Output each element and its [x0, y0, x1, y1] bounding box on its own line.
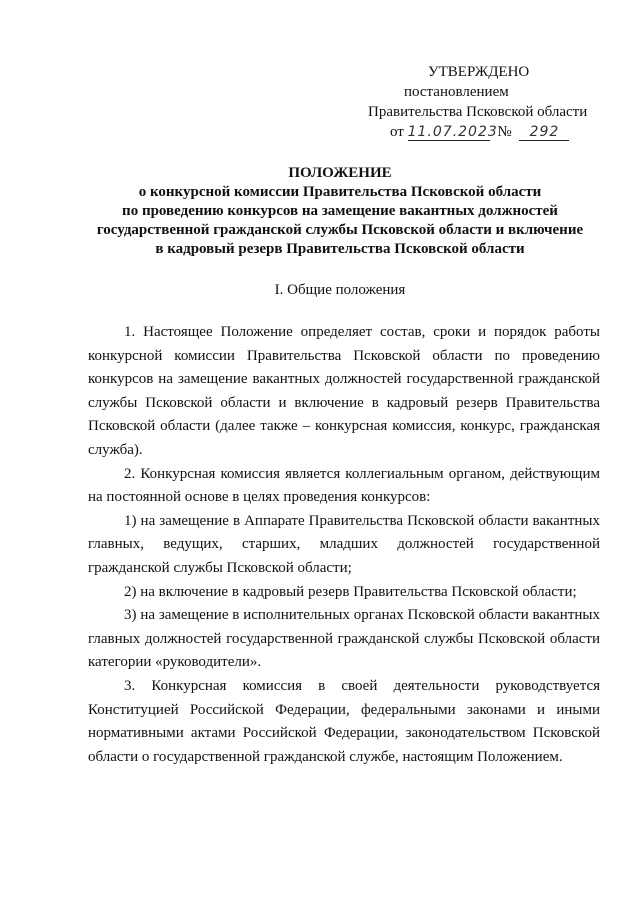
- body-text: [88, 321, 600, 769]
- approval-government: Правительства Псковской области: [368, 104, 588, 120]
- title-subline: государственной гражданской службы Псковской области и включение: [96, 222, 584, 238]
- handwritten-date: 11.07.2023: [407, 124, 498, 140]
- title-subline: в кадровый резерв Правительства Псковской области: [155, 241, 525, 257]
- document-title: [60, 164, 620, 259]
- paragraph: 3. Конкурсная комиссия в своей деятельности руководствуется Конституцией Российской Федерации, федеральными законами и иными нормативными актами Российской Федерации, законодательством Псковской области о государственной гражданской службе, настоящим Положением.: [88, 677, 600, 765]
- paragraph: 1. Настоящее Положение определяет состав, сроки и порядок работы конкурсной комиссии Правительства Псковской области по проведению конкурсов на замещение вакантных должностей государственной гражданской службы Псковской области и включение в кадровый резерв Правительства Псковской области (далее также – конкурсная комиссия, конкурс, гражданская служба).: [88, 324, 600, 458]
- paragraph: 3) на замещение в исполнительных органах Псковской области вакантных главных должностей государственной гражданской службы Псковской области категории «руководители».: [88, 607, 600, 671]
- handwritten-number: 292: [519, 124, 569, 141]
- paragraph: 1) на замещение в Аппарате Правительства Псковской области вакантных главных, ведущих, старших, младших должностей государственной гражданской службы Псковской области;: [88, 512, 600, 576]
- approval-title: УТВЕРЖДЕНО: [428, 64, 530, 80]
- paragraph: 2) на включение в кадровый резерв Правительства Псковской области;: [124, 583, 577, 600]
- from-label: от: [390, 124, 404, 140]
- approval-date-number: [360, 122, 610, 142]
- title-subline: по проведению конкурсов на замещение вакантных должностей: [122, 203, 558, 219]
- title-subline: о конкурсной комиссии Правительства Псковской области: [138, 184, 542, 200]
- approval-stamp: [360, 62, 610, 142]
- section-heading: I. Общие положения: [274, 282, 406, 298]
- paragraph: 2. Конкурсная комиссия является коллегиальным органом, действующим на постоянной основе в целях проведения конкурсов:: [88, 465, 600, 506]
- title-main: ПОЛОЖЕНИЕ: [288, 165, 392, 181]
- approval-decree-label: постановлением: [404, 84, 509, 100]
- number-sign: №: [497, 124, 512, 140]
